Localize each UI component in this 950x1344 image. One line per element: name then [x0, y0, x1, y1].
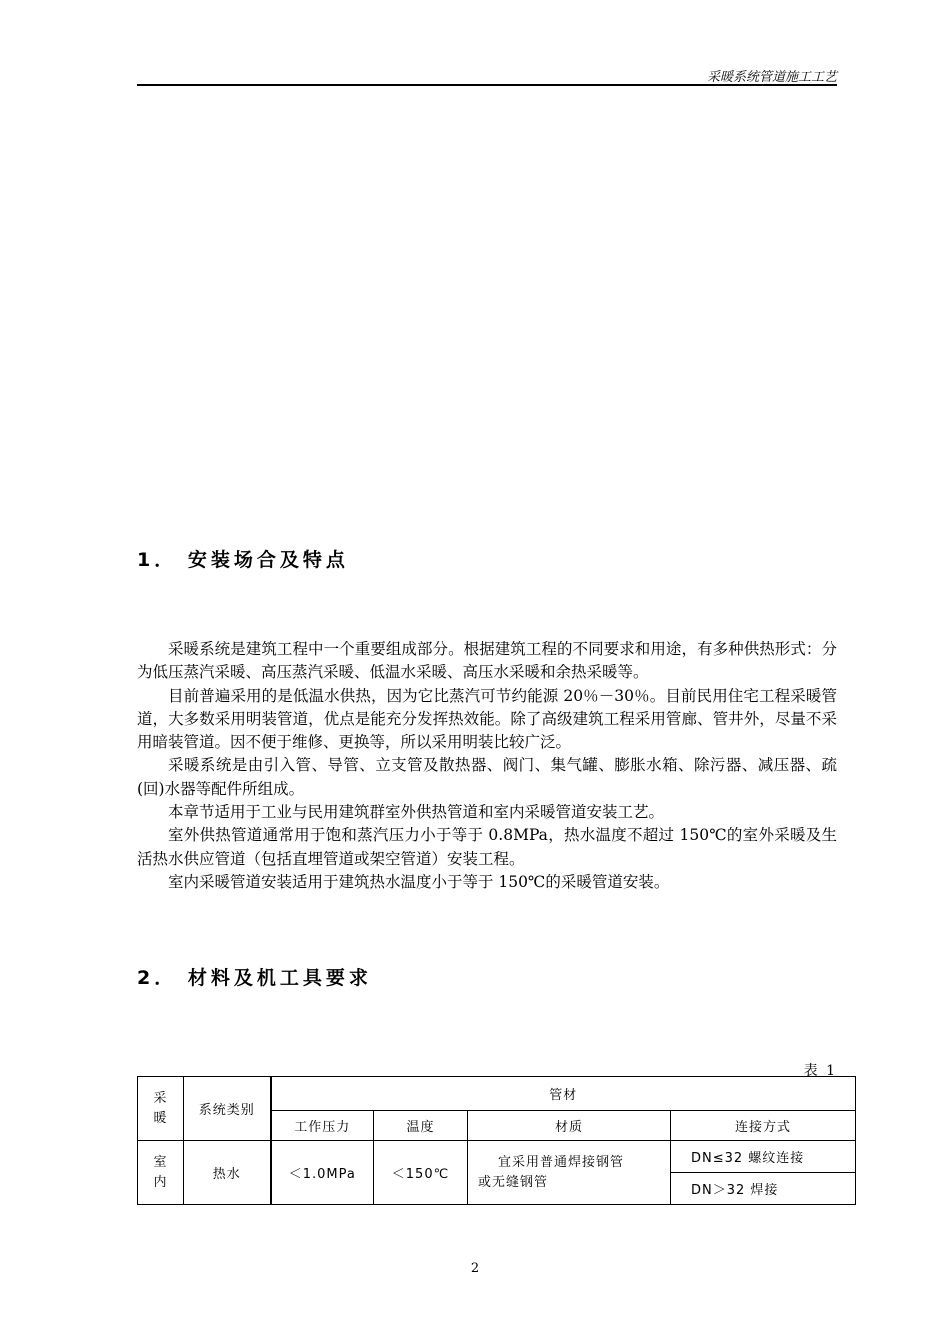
page-number: 2: [470, 1261, 480, 1276]
cell-location-line2: 内: [153, 1174, 168, 1190]
table-row: [138, 1141, 856, 1173]
table-caption: 表 1: [803, 1063, 837, 1079]
paragraph: 室内采暖管道安装适用于建筑热水温度小于等于 150℃的采暖管道安装。: [168, 872, 670, 891]
cell-material-line1: 宜采用普通焊接钢管: [498, 1154, 625, 1170]
cell-system: 热水: [184, 1141, 271, 1205]
header-rule: [137, 84, 837, 86]
header-pipe-material: 管材: [271, 1077, 856, 1111]
cell-temperature: ＜150℃: [374, 1141, 468, 1205]
cell-connection-threaded: DN≤32 螺纹连接: [671, 1141, 856, 1173]
paragraph: 目前普遍采用的是低温水供热，因为它比蒸汽可节约能源 20％－30％。目前民用住宅工程采暖管道，大多数采用明装管道，优点是能充分发挥热效能。除了高级建筑工程采用管廊、管井外，尽量不采用暗装管道。因不便于维修、更换等，所以采用明装比较广泛。: [137, 686, 837, 752]
cell-material: [468, 1141, 671, 1205]
paragraph: 室外供热管道通常用于饱和蒸汽压力小于等于 0.8MPa，热水温度不超过 150℃的室外采暖及生活热水供应管道（包括直埋管道或架空管道）安装工程。: [137, 826, 837, 868]
cell-location-line1: 室: [153, 1154, 168, 1170]
pipe-material-table: [137, 1076, 856, 1205]
cell-pressure: ＜1.0MPa: [271, 1141, 374, 1205]
section-2-heading: 2． 材料及机工具要求: [137, 967, 372, 989]
cell-connection-welded: DN＞32 焊接: [671, 1173, 856, 1205]
cell-location: [138, 1141, 184, 1205]
header-working-pressure: 工作压力: [271, 1111, 374, 1141]
section-1-heading: 1． 安装场合及特点: [137, 549, 349, 571]
header-temperature: 温度: [374, 1111, 468, 1141]
paragraph: 本章节适用于工业与民用建筑群室外供热管道和室内采暖管道安装工艺。: [168, 803, 665, 822]
header-heating: [138, 1077, 184, 1141]
running-header-title: 采暖系统管道施工工艺: [706, 70, 837, 85]
header-heating-line1: 采: [153, 1090, 168, 1106]
header-heating-line2: 暖: [153, 1110, 168, 1126]
header-connection: 连接方式: [671, 1111, 856, 1141]
header-material: 材质: [468, 1111, 671, 1141]
cell-material-line2: 或无缝钢管: [478, 1174, 549, 1190]
paragraph: 采暖系统是建筑工程中一个重要组成部分。根据建筑工程的不同要求和用途，有多种供热形式：分为低压蒸汽采暖、高压蒸汽采暖、低温水采暖、高压水采暖和余热采暖等。: [137, 640, 837, 682]
section-1-body: [137, 638, 837, 894]
header-system-type: 系统类别: [184, 1077, 271, 1141]
table-header-row: [138, 1077, 856, 1111]
paragraph: 采暖系统是由引入管、导管、立支管及散热器、阀门、集气罐、膨胀水箱、除污器、减压器、疏(回)水器等配件所组成。: [137, 756, 837, 798]
